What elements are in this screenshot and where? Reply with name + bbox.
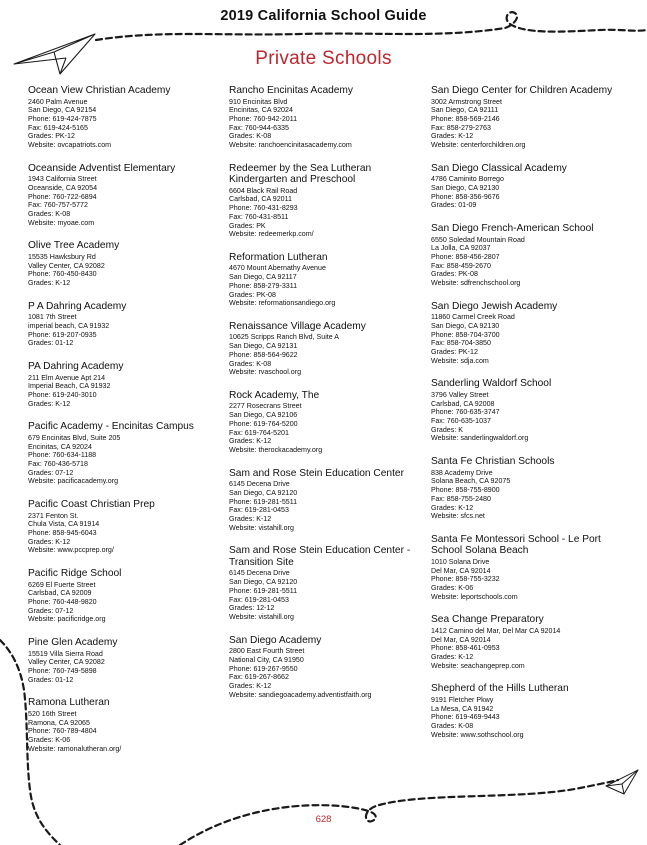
school-street: 2800 East Fourth Street (229, 647, 305, 656)
school-phone: Phone: 619-469-9443 (431, 713, 500, 722)
school-phone: Phone: 760-431-8293 (229, 204, 298, 213)
school-name: Santa Fe Montessori School - Le Port School Solana Beach (431, 533, 601, 557)
school-name: Ocean View Christian Academy (28, 85, 171, 96)
school-fax: Fax: 619-281-0453 (229, 595, 289, 604)
school-fax: Fax: 619-267-8662 (229, 673, 289, 682)
school-entry (431, 534, 631, 602)
school-grades: Grades: K-06 (431, 584, 474, 593)
school-entry (28, 637, 218, 684)
school-city: imperial beach, CA 91932 (28, 321, 110, 330)
school-phone: Phone: 760-635-3747 (431, 408, 500, 417)
school-phone: Phone: 858-704-3700 (431, 330, 500, 339)
school-fax: Fax: 760-436-5718 (28, 459, 88, 468)
school-phone: Phone: 619-240-3010 (28, 390, 97, 399)
school-name: Pacific Coast Christian Prep (28, 499, 155, 511)
school-name: Sea Change Preparatory (431, 614, 544, 626)
school-phone: Phone: 858-461-0953 (431, 644, 500, 653)
school-grades: Grades: PK (229, 221, 266, 230)
school-website: Website: leportschools.com (431, 592, 518, 601)
school-entry (28, 361, 218, 408)
school-fax: Fax: 760-431-8511 (229, 212, 289, 221)
school-fax: Fax: 858-279-2763 (431, 123, 491, 132)
school-entry (28, 301, 218, 348)
school-name: San Diego French-American School (431, 223, 594, 235)
school-website: Website: seachangeprep.com (431, 661, 525, 670)
school-grades: Grades: K-12 (431, 503, 474, 512)
school-entry (229, 85, 424, 150)
school-entry (431, 456, 631, 521)
school-city: Carlsbad, CA 92011 (229, 195, 292, 204)
school-grades: Grades: 01-09 (431, 201, 477, 210)
school-city: Valley Center, CA 92082 (28, 658, 105, 667)
school-grades: Grades: K-08 (229, 132, 272, 141)
school-phone: Phone: 760-722-6894 (28, 192, 97, 201)
school-city: San Diego, CA 92117 (229, 273, 297, 282)
school-entry (28, 697, 218, 753)
school-entry (431, 683, 631, 739)
school-phone: Phone: 858-356-9676 (431, 192, 500, 201)
school-name: Redeemer by the Sea Lutheran Kindergarten and Preschool (229, 162, 372, 186)
column-2 (229, 85, 424, 712)
school-website: Website: sandiegoacademy.adventistfaith.org (229, 690, 372, 699)
school-city: Carlsbad, CA 92009 (28, 589, 92, 598)
school-phone: Phone: 619-764-5200 (229, 419, 298, 428)
school-grades: Grades: K-12 (28, 399, 71, 408)
school-phone: Phone: 760-448-9820 (28, 598, 97, 607)
school-city: San Diego, CA 92120 (229, 488, 298, 497)
school-street: 11860 Carmel Creek Road (431, 313, 515, 322)
page-number: 628 (315, 814, 332, 825)
school-name: Shepherd of the Hills Lutheran (431, 683, 569, 695)
school-street: 15535 Hawksbury Rd (28, 252, 96, 261)
school-entry (431, 85, 631, 150)
school-phone: Phone: 760-634-1188 (28, 451, 97, 460)
school-fax: Fax: 858-755-2480 (431, 494, 491, 503)
school-phone: Phone: 760-450-8430 (28, 270, 97, 279)
school-website: Website: www.pccprep.org/ (28, 546, 114, 555)
school-website: Website: redeemerkp.com/ (229, 230, 314, 239)
school-city: La Jolla, CA 92037 (431, 244, 491, 253)
school-name: Reformation Lutheran (229, 251, 328, 263)
school-street: 2277 Rosecrans Street (229, 402, 302, 411)
school-name: Oceanside Adventist Elementary (28, 162, 176, 174)
school-street: 3002 Armstrong Street (431, 97, 502, 106)
school-phone: Phone: 858-456-2807 (431, 252, 500, 261)
school-grades: Grades: 07-12 (28, 468, 74, 477)
school-entry (28, 499, 218, 555)
school-entry (229, 545, 424, 621)
school-city: Chula Vista, CA 91914 (28, 520, 100, 529)
column-3 (431, 85, 631, 752)
school-street: 6145 Decena Drive (229, 480, 290, 489)
school-street: 1010 Solana Drive (431, 557, 490, 566)
school-entry (28, 568, 218, 624)
guide-title: 2019 California School Guide (220, 8, 427, 24)
school-website: Website: ovcapatriots.com (28, 141, 112, 150)
school-name: Olive Tree Academy (28, 240, 120, 252)
school-city: Oceanside, CA 92054 (28, 183, 98, 192)
school-phone: Phone: 619-207-0935 (28, 330, 97, 339)
school-entry (431, 223, 631, 288)
school-name: Rancho Encinitas Academy (229, 85, 354, 96)
school-grades: Grades: 07-12 (28, 606, 74, 615)
school-grades: Grades: PK-12 (28, 132, 75, 141)
school-entry (229, 390, 424, 455)
school-phone: Phone: 619-424-7875 (28, 114, 97, 123)
school-entry (229, 635, 424, 700)
school-street: 211 Elm Avenue Apt 214 (28, 373, 106, 382)
school-grades: Grades: PK-08 (229, 290, 276, 299)
school-name: Pacific Academy - Encinitas Campus (28, 421, 194, 433)
school-name: San Diego Academy (229, 634, 322, 646)
school-phone: Phone: 619-281-5511 (229, 497, 298, 506)
school-name: Pacific Ridge School (28, 568, 122, 580)
school-street: 4670 Mount Abernathy Avenue (229, 264, 326, 273)
school-grades: Grades: K-12 (229, 437, 272, 446)
school-grades: Grades: K-12 (229, 515, 272, 523)
school-street: 910 Encinitas Blvd (229, 97, 288, 106)
school-city: San Diego, CA 92131 (229, 342, 298, 351)
school-entry (229, 468, 424, 533)
school-city: Del Mar, CA 92014 (431, 635, 491, 644)
school-street: 1081 7th Street (28, 313, 77, 322)
school-fax: Fax: 760-944-6335 (229, 123, 289, 132)
school-city: San Diego, CA 92130 (431, 183, 500, 192)
school-entry (431, 301, 631, 366)
school-street: 15519 Villa Sierra Road (28, 649, 103, 658)
school-city: Ramona, CA 92065 (28, 718, 90, 727)
school-street: 838 Academy Drive (431, 468, 493, 477)
school-city: Imperial Beach, CA 91932 (28, 382, 111, 391)
school-website: Website: vistahill.org (229, 523, 294, 532)
school-grades: Grades: 01-12 (28, 339, 74, 348)
school-street: 4786 Caminito Borrego (431, 175, 504, 184)
school-city: Carlsbad, CA 92008 (431, 399, 495, 408)
school-phone: Phone: 619-281-5511 (229, 586, 298, 595)
school-website: Website: pacificridge.org (28, 615, 106, 624)
school-name: San Diego Center for Children Academy (431, 85, 613, 96)
school-name: Rock Academy, The (229, 389, 320, 401)
school-street: 6145 Decena Drive (229, 569, 290, 578)
school-city: San Diego, CA 92106 (229, 411, 298, 420)
school-fax: Fax: 619-281-0453 (229, 506, 289, 515)
column-1 (28, 85, 218, 766)
school-grades: Grades: K-12 (28, 537, 71, 546)
school-name: Sam and Rose Stein Education Center - Transition Site (229, 545, 411, 568)
school-phone: Phone: 858-945-6043 (28, 529, 97, 537)
school-grades: Grades: K (431, 425, 463, 434)
school-street: 2371 Fenton St. (28, 511, 79, 520)
school-entry (28, 85, 218, 150)
school-street: 2460 Palm Avenue (28, 97, 88, 106)
school-city: Encinitas, CA 92024 (229, 106, 293, 115)
school-website: Website: ramonalutheran.org/ (28, 744, 122, 753)
school-fax: Fax: 760-635-1037 (431, 417, 491, 426)
school-fax: Fax: 619-764-5201 (229, 428, 289, 437)
school-entry (229, 163, 424, 239)
school-name: P A Dahring Academy (28, 300, 127, 312)
school-grades: Grades: K-12 (431, 653, 474, 662)
school-entry (28, 163, 218, 228)
school-street: 6269 El Fuerte Street (28, 580, 96, 589)
school-street: 10625 Scripps Ranch Blvd, Suite A (229, 333, 340, 342)
school-website: Website: www.sothschool.org (431, 730, 524, 739)
school-website: Website: vistahill.org (229, 612, 294, 621)
school-phone: Phone: 858-755-3232 (431, 575, 500, 584)
school-street: 6550 Soledad Mountain Road (431, 235, 525, 244)
school-website: Website: ranchoencinitasacademy.com (229, 141, 352, 150)
school-fax: Fax: 760-757-5772 (28, 201, 88, 210)
school-entry (431, 163, 631, 210)
school-website: Website: sdfrenchschool.org (431, 279, 521, 288)
school-website: Website: sanderlingwaldorf.org (431, 434, 529, 443)
school-city: San Diego, CA 92120 (229, 578, 298, 587)
school-city: Del Mar, CA 92014 (431, 566, 491, 575)
school-city: Valley Center, CA 92082 (28, 261, 105, 270)
school-grades: Grades: K-12 (229, 681, 272, 690)
school-name: Santa Fe Christian Schools (431, 456, 555, 468)
school-fax: Fax: 619-424-5165 (28, 123, 88, 132)
school-website: Website: pacificacademy.org (28, 477, 119, 486)
school-city: Encinitas, CA 92024 (28, 442, 92, 451)
school-street: 9191 Fletcher Pkwy (431, 695, 494, 704)
school-entry (431, 378, 631, 443)
school-city: San Diego, CA 92130 (431, 321, 500, 330)
school-grades: Grades: K-12 (431, 132, 474, 141)
school-website: Website: centerforchildren.org (431, 141, 526, 150)
school-street: 3796 Valley Street (431, 390, 489, 399)
school-entry (28, 421, 218, 486)
school-phone: Phone: 858-569-2146 (431, 114, 500, 123)
school-name: Pine Glen Academy (28, 637, 118, 649)
school-city: San Diego, CA 92111 (431, 106, 499, 115)
school-grades: Grades: 01-12 (28, 675, 74, 684)
school-grades: Grades: K-06 (28, 736, 71, 745)
school-fax: Fax: 858-704-3850 (431, 339, 491, 348)
school-website: Website: rvaschool.org (229, 368, 302, 377)
school-entry (28, 240, 218, 287)
school-website: Website: sfcs.net (431, 512, 485, 521)
school-name: PA Dahring Academy (28, 361, 124, 373)
school-phone: Phone: 858-564-9622 (229, 350, 298, 359)
school-phone: Phone: 760-942-2011 (229, 114, 298, 123)
school-street: 520 16th Street (28, 709, 77, 718)
school-city: La Mesa, CA 91942 (431, 704, 494, 713)
school-website: Website: reformationsandiego.org (229, 299, 336, 308)
school-grades: Grades: K-08 (431, 722, 474, 731)
school-entry (229, 321, 424, 377)
section-title: Private Schools (255, 48, 392, 69)
school-street: 679 Encinitas Blvd, Suite 205 (28, 433, 121, 442)
school-phone: Phone: 858-279-3311 (229, 281, 298, 290)
school-phone: Phone: 619-267-9550 (229, 664, 298, 673)
school-grades: Grades: 12-12 (229, 604, 275, 613)
school-city: Solana Beach, CA 92075 (431, 477, 511, 486)
school-phone: Phone: 858-755-8900 (431, 486, 500, 495)
school-name: Renaissance Village Academy (229, 320, 366, 332)
school-street: 1412 Camino del Mar, Del Mar CA 92014 (431, 626, 561, 635)
school-city: National City, CA 91950 (229, 655, 304, 664)
school-name: San Diego Jewish Academy (431, 300, 558, 312)
school-name: Ramona Lutheran (28, 697, 110, 709)
school-name: Sanderling Waldorf School (431, 378, 552, 390)
school-website: Website: therockacademy.org (229, 445, 323, 454)
school-grades: Grades: PK-08 (431, 270, 478, 279)
school-city: San Diego, CA 92154 (28, 106, 97, 115)
school-grades: Grades: K-08 (229, 359, 272, 368)
school-phone: Phone: 760-749-5898 (28, 667, 97, 676)
school-street: 1943 California Street (28, 175, 97, 184)
school-grades: Grades: PK-12 (431, 348, 478, 357)
paper-plane-small-icon (606, 770, 638, 794)
school-website: Website: myoae.com (28, 218, 95, 227)
school-name: San Diego Classical Academy (431, 162, 567, 174)
school-grades: Grades: K-12 (28, 279, 71, 288)
school-street: 6604 Black Rail Road (229, 186, 298, 195)
school-entry (431, 614, 631, 670)
school-grades: Grades: K-08 (28, 210, 71, 219)
school-entry (229, 252, 424, 308)
school-website: Website: sdja.com (431, 356, 489, 365)
school-fax: Fax: 858-459-2670 (431, 261, 491, 270)
school-name: Sam and Rose Stein Education Center (229, 467, 404, 479)
school-phone: Phone: 760-789-4804 (28, 727, 97, 736)
